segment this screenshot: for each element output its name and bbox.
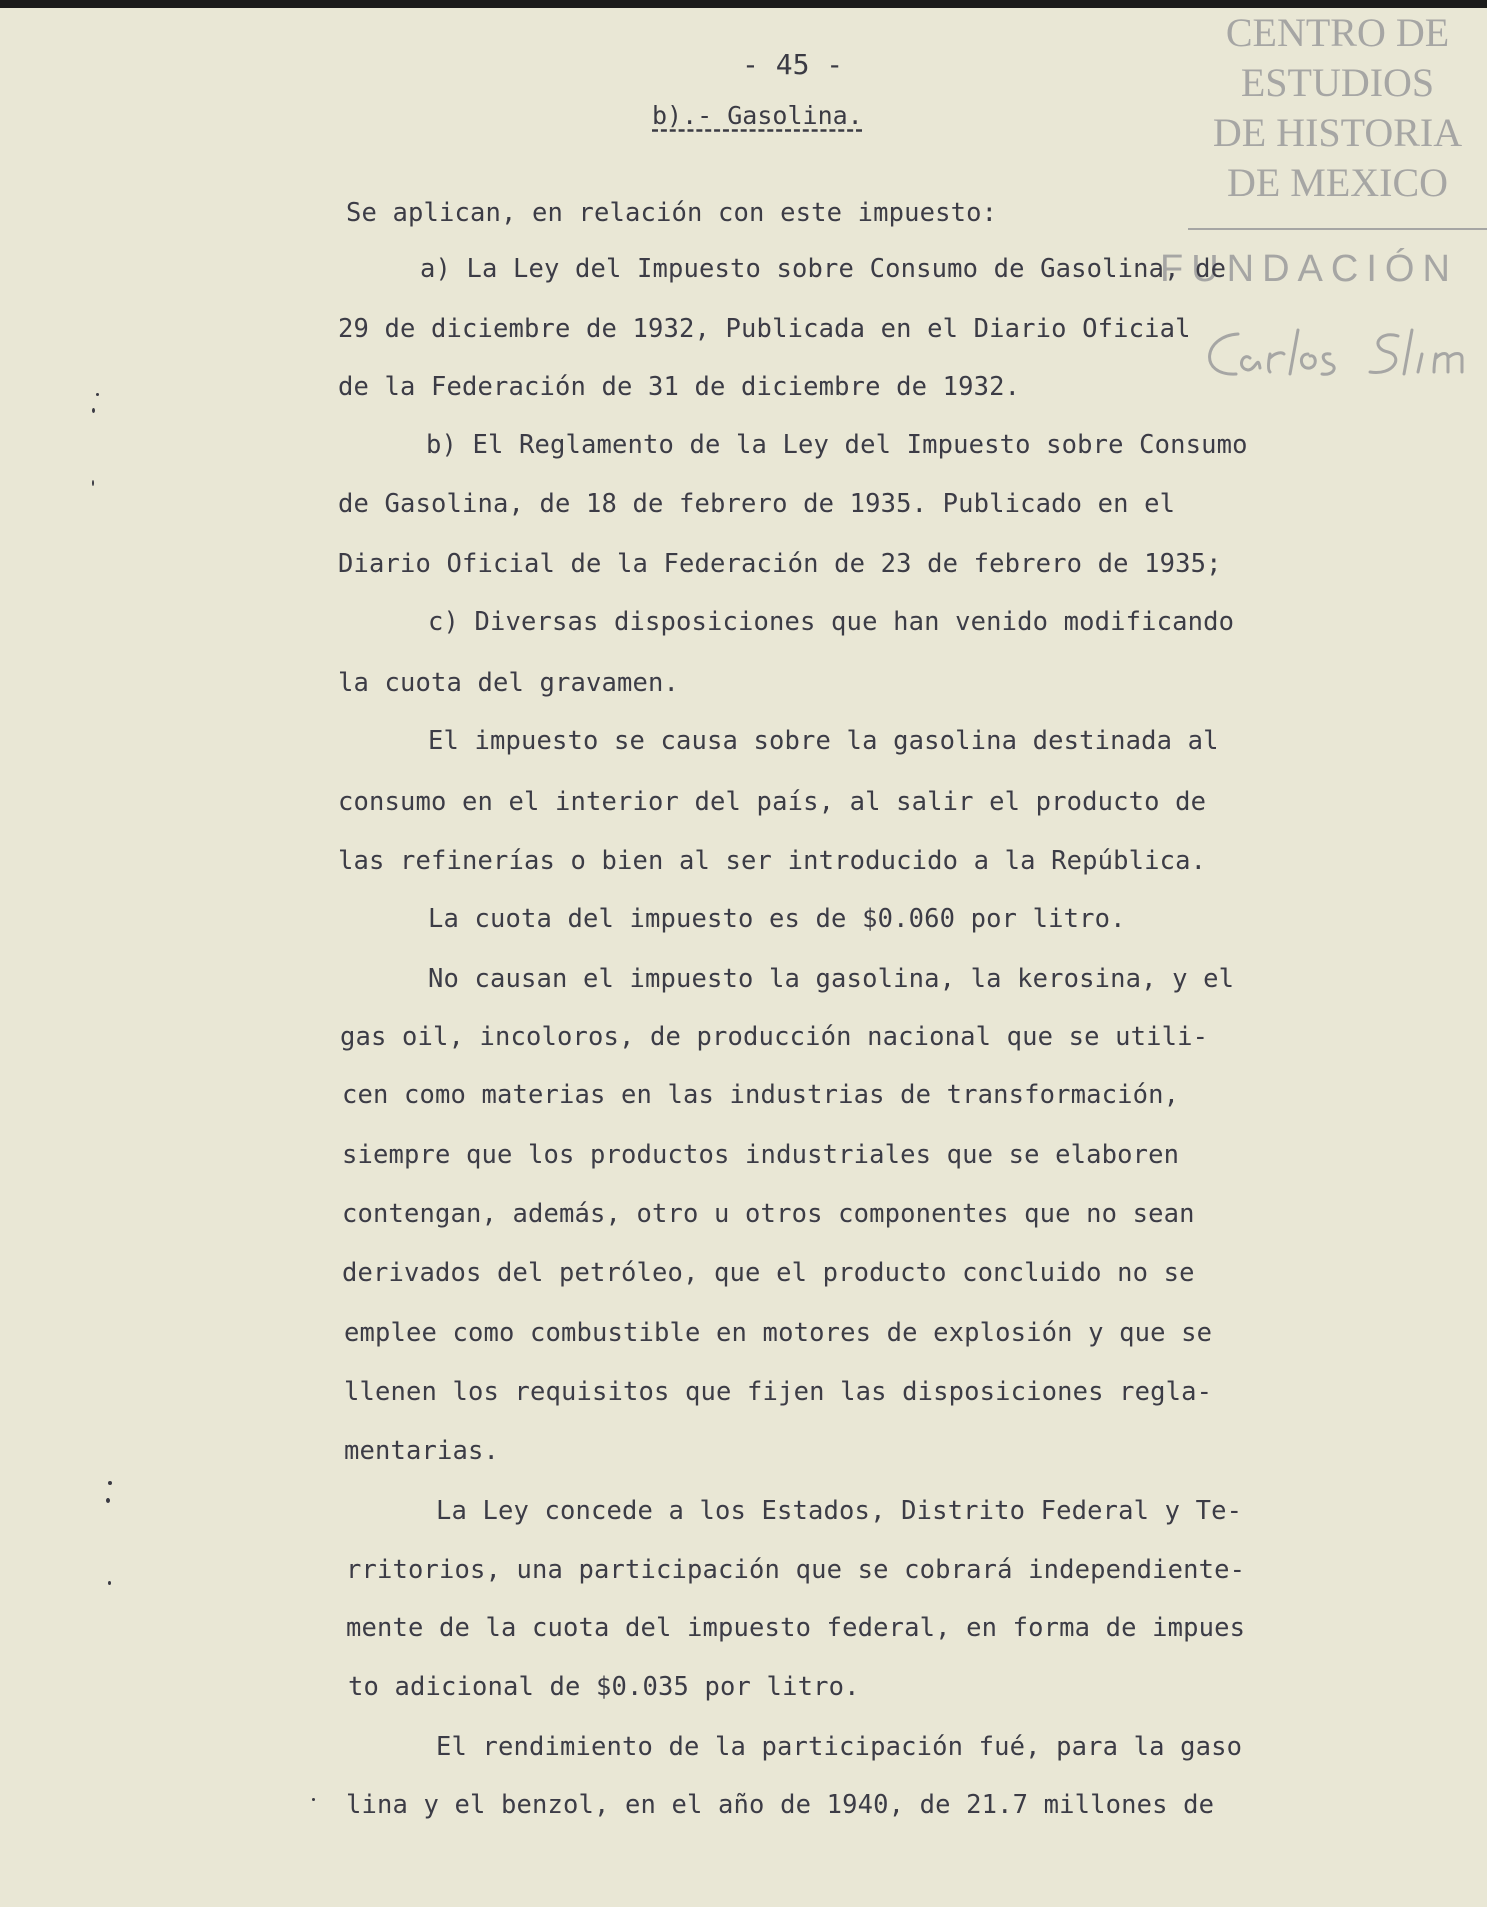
paper-speck	[92, 480, 94, 486]
paper-speck	[106, 1498, 110, 1503]
text-line: llenen los requisitos que fijen las disposiciones regla-	[344, 1377, 1213, 1407]
text-line: las refinerías o bien al ser introducido a la República.	[338, 846, 1207, 876]
paper-speck	[108, 1581, 111, 1585]
paper-speck	[108, 1481, 112, 1485]
stamp-line: ESTUDIOS	[1240, 60, 1435, 105]
text-line: mente de la cuota del impuesto federal, en forma de impues	[346, 1613, 1246, 1643]
text-line: siempre que los productos industriales que se elaboren	[342, 1140, 1180, 1170]
text-line: contengan, además, otro u otros componentes que no sean	[342, 1199, 1195, 1229]
stamp-fundacion: FUNDACIÓN	[1160, 248, 1458, 290]
text-line: cen como materias en las industrias de transformación,	[342, 1080, 1180, 1110]
text-line: derivados del petróleo, que el producto concluido no se	[342, 1258, 1195, 1288]
text-line: La Ley concede a los Estados, Distrito Federal y Te-	[436, 1496, 1243, 1526]
text-line: Diario Oficial de la Federación de 23 de febrero de 1935;	[338, 549, 1222, 579]
text-line: de la Federación de 31 de diciembre de 1932.	[338, 372, 1021, 402]
text-line: b) El Reglamento de la Ley del Impuesto sobre Consumo	[426, 430, 1248, 460]
stamp-line: DE HISTORIA	[1212, 110, 1463, 155]
text-line: to adicional de $0.035 por litro.	[348, 1672, 860, 1702]
stamp-divider	[1188, 228, 1487, 230]
paper-speck	[96, 393, 99, 396]
text-line: rritorios, una participación que se cobrará independiente-	[346, 1555, 1246, 1585]
paper-speck	[312, 1798, 315, 1801]
stamp-line: DE MEXICO	[1226, 160, 1449, 205]
text-line: gas oil, incoloros, de producción nacional que se utili-	[340, 1022, 1209, 1052]
text-line: El rendimiento de la participación fué, para la gaso	[436, 1732, 1243, 1762]
text-line: La cuota del impuesto es de $0.060 por litro.	[428, 904, 1126, 934]
text-line: mentarias.	[344, 1436, 500, 1466]
text-line: El impuesto se causa sobre la gasolina destinada al	[428, 726, 1219, 756]
text-line: de Gasolina, de 18 de febrero de 1935. Publicado en el	[338, 489, 1176, 519]
text-line: consumo en el interior del país, al salir el producto de	[338, 787, 1207, 817]
text-line: Se aplican, en relación con este impuesto:	[346, 198, 998, 228]
signature-logo	[1198, 324, 1468, 384]
document-page	[0, 8, 1487, 1907]
text-line: lina y el benzol, en el año de 1940, de 21.7 millones de	[346, 1790, 1215, 1820]
archive-stamp	[1188, 8, 1487, 238]
paper-speck	[92, 408, 95, 413]
text-line: 29 de diciembre de 1932, Publicada en el Diario Oficial	[338, 314, 1191, 344]
stamp-line: CENTRO DE	[1225, 10, 1450, 55]
text-line: c) Diversas disposiciones que han venido modificando	[428, 607, 1235, 637]
text-line: No causan el impuesto la gasolina, la kerosina, y el	[428, 964, 1235, 994]
section-title: b).- Gasolina.	[652, 101, 863, 130]
text-line: emplee como combustible en motores de explosión y que se	[344, 1318, 1213, 1348]
text-line: la cuota del gravamen.	[338, 668, 680, 698]
page-number: - 45 -	[742, 48, 844, 81]
text-line: a) La Ley del Impuesto sobre Consumo de Gasolina, de	[420, 254, 1227, 284]
